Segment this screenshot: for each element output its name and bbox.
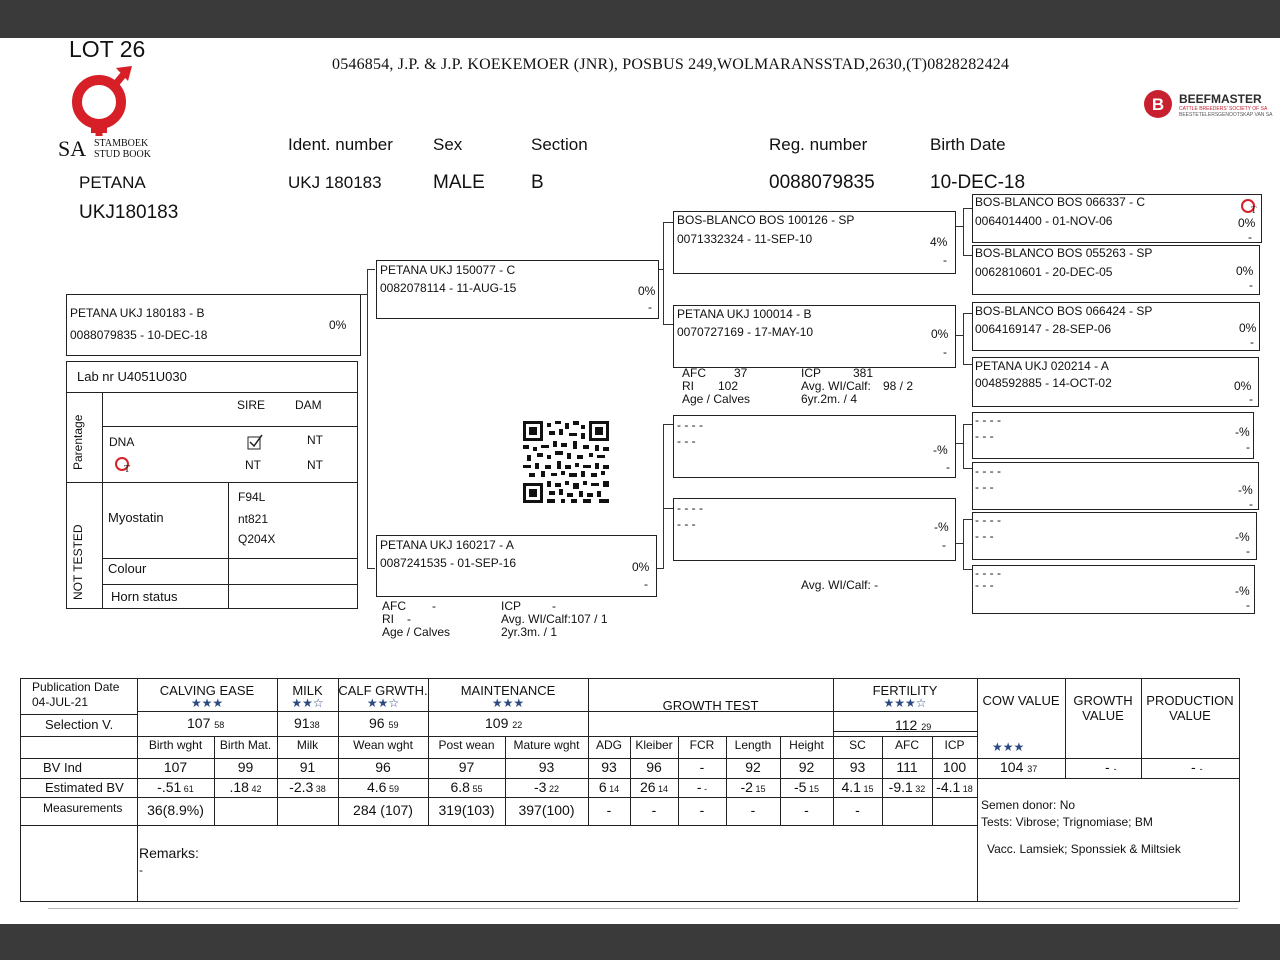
stat-label: AFC xyxy=(682,366,706,380)
pedigree-sire xyxy=(376,260,659,319)
pedigree-sire-sire xyxy=(673,211,956,274)
pedigree-reg: 0048592885 - 14-OCT-02 xyxy=(975,376,1112,390)
bv-cell: 93 xyxy=(849,759,866,775)
publication-date: 04-JUL-21 xyxy=(32,695,89,709)
pedigree-pct: -% xyxy=(1235,584,1250,598)
measurement-cell: - xyxy=(855,802,860,818)
ident-header: Ident. number xyxy=(288,135,393,154)
pedigree-reg: 0064014400 - 01-NOV-06 xyxy=(975,214,1113,228)
maintenance-sel: 109 22 xyxy=(485,715,523,731)
pedigree-dash: - xyxy=(1246,544,1250,558)
remarks-value: - xyxy=(139,863,143,877)
stat-label: Age / Calves xyxy=(682,392,751,406)
trait-header: SC xyxy=(849,738,866,752)
pedigree-pct: 0% xyxy=(931,327,949,341)
pedigree-dash: - xyxy=(648,300,652,314)
ebv-cell: 26 14 xyxy=(639,779,669,795)
fertility-sel: 112 29 xyxy=(895,717,932,733)
pedigree-dash: - xyxy=(943,253,947,267)
pedigree-ssd xyxy=(972,245,1260,295)
trait-header: Mature wght xyxy=(513,738,580,752)
pedigree-sdd xyxy=(972,357,1259,407)
pedigree-dash: - xyxy=(1249,278,1253,292)
pedigree-sds xyxy=(972,302,1260,351)
tests-info: Tests: Vibrose; Trignomiase; BM xyxy=(981,815,1153,829)
birth-value: 10-DEC-18 xyxy=(930,172,1026,193)
reg-header: Reg. number xyxy=(769,135,868,154)
pedigree-name: - - - - xyxy=(975,464,1001,478)
gt-test-icon xyxy=(1239,196,1259,216)
pedigree-pct: -% xyxy=(1235,530,1250,544)
trait-header: Post wean xyxy=(438,738,495,752)
logo-sa-text: SA xyxy=(58,136,87,161)
stat-value: 381 xyxy=(853,366,874,380)
ebv-cell: 4.1 15 xyxy=(841,779,874,795)
qr-code-icon xyxy=(523,421,609,503)
trait-header: Milk xyxy=(296,738,319,752)
pedigree-sss xyxy=(972,194,1262,243)
stat-value: - xyxy=(432,599,436,613)
pedigree-self xyxy=(66,294,361,356)
ebv-cell: -5 15 xyxy=(794,779,819,795)
parentage-label: Parentage xyxy=(71,414,85,470)
pedigree-dash: - xyxy=(644,577,648,591)
pedigree-reg: - - - xyxy=(975,429,994,443)
trait-header: Height xyxy=(789,738,824,752)
trait-header: Length xyxy=(734,738,772,752)
pedigree-name: - - - - xyxy=(975,566,1001,580)
pedigree-pct: 0% xyxy=(638,284,656,298)
pedigree-name: PETANA UKJ 150077 - C xyxy=(380,263,516,277)
measurement-cell: - xyxy=(699,802,705,818)
bv-cell: - xyxy=(699,759,705,775)
growth-value-bv: - - xyxy=(1105,759,1117,775)
pedigree-pct: 0% xyxy=(329,318,347,332)
ebv-cell: 4.6 59 xyxy=(367,779,399,795)
stat-label: Age / Calves xyxy=(382,625,451,639)
pedigree-pct: 0% xyxy=(632,560,650,574)
bv-cell: 97 xyxy=(458,759,475,775)
stat-label: AFC xyxy=(382,599,406,613)
beefmaster-name: BEEFMASTER xyxy=(1179,92,1262,106)
ebv-cell: -9.1 32 xyxy=(888,779,926,795)
pedigree-name: BOS-BLANCO BOS 066337 - C xyxy=(975,195,1146,209)
calf-sel: 96 59 xyxy=(369,715,399,731)
pedigree-dash: - xyxy=(1250,335,1254,349)
stat-value: 102 xyxy=(718,379,739,393)
bv-cell: 96 xyxy=(375,759,391,775)
pedigree-sire-dam xyxy=(673,305,956,368)
pedigree-pct: 4% xyxy=(930,235,948,249)
calf-stars: ★★☆ xyxy=(366,696,400,710)
bv-cell: 92 xyxy=(798,759,815,775)
pedigree-dam xyxy=(376,535,657,597)
pedigree-pct: -% xyxy=(934,520,949,534)
pedigree-reg: 0064169147 - 28-SEP-06 xyxy=(975,322,1112,336)
myostatin-label: Myostatin xyxy=(108,510,164,525)
dna-label: DNA xyxy=(109,435,135,449)
production-value-bv: - - xyxy=(1191,759,1203,775)
pedigree-dss xyxy=(972,412,1254,459)
bv-cell: 92 xyxy=(745,759,761,775)
myostatin-f94l: F94L xyxy=(238,490,266,504)
animal-id: UKJ180183 xyxy=(79,202,179,223)
pedigree-dash: - xyxy=(1248,230,1252,244)
lot-number: LOT 26 xyxy=(69,36,146,62)
sire-col-header: SIRE xyxy=(237,398,266,412)
pedigree-dam-sire xyxy=(673,415,956,478)
pedigree-reg: 0082078114 - 11-AUG-15 xyxy=(380,281,517,295)
stat-value: 2yr.3m. / 1 xyxy=(501,625,558,639)
performance-table xyxy=(20,678,1240,902)
beefmaster-b-icon xyxy=(1143,89,1173,119)
ebv-cell: -3 22 xyxy=(534,779,559,795)
pedigree-dash: - xyxy=(946,460,950,474)
calving-ease-header: CALVING EASE xyxy=(159,683,255,698)
bv-cell: 93 xyxy=(538,759,555,775)
pedigree-name: PETANA UKJ 160217 - A xyxy=(380,538,514,552)
pedigree-dash: - xyxy=(1246,440,1250,454)
measurement-cell: 284 (107) xyxy=(353,802,413,818)
pedigree-name: - - - - xyxy=(677,501,703,515)
gt-test-icon xyxy=(113,453,135,475)
ident-value: UKJ 180183 xyxy=(288,173,382,192)
pedigree-name: - - - - xyxy=(677,418,703,432)
measurement-cell: - xyxy=(606,802,612,818)
logo-studbook-text: STUD BOOK xyxy=(94,149,151,160)
reg-value: 0088079835 xyxy=(769,172,875,193)
pedigree-name: - - - - xyxy=(975,513,1001,527)
owner-line: 0546854, J.P. & J.P. KOEKEMOER (JNR), POSBUS 249,WOLMARANSSTAD,2630,(T)0828282424 xyxy=(332,56,1010,73)
pedigree-reg: - - - xyxy=(677,517,696,531)
measurements-label: Measurements xyxy=(43,801,123,815)
pedigree-dash: - xyxy=(943,345,947,359)
pedigree-reg: 0070727169 - 17-MAY-10 xyxy=(677,325,814,339)
pedigree-reg: - - - xyxy=(677,434,696,448)
pedigree-reg: - - - xyxy=(975,529,994,543)
pedigree-dash: - xyxy=(1249,392,1253,406)
beefmaster-logo xyxy=(1143,89,1273,121)
sa-studbook-logo xyxy=(58,64,168,164)
maintenance-header: MAINTENANCE xyxy=(460,683,556,698)
milk-header: MILK xyxy=(292,683,323,698)
stat-label: RI xyxy=(382,612,394,626)
stat-label: ICP xyxy=(801,366,822,380)
pedigree-pct: 0% xyxy=(1239,321,1257,335)
stat-value: - xyxy=(407,612,411,626)
dna-dam-value: NT xyxy=(307,433,323,447)
horn-status-label: Horn status xyxy=(111,589,178,604)
myostatin-q204x: Q204X xyxy=(238,532,276,546)
trait-header: Kleiber xyxy=(635,738,673,752)
pedigree-dam-dam xyxy=(673,498,956,561)
cow-value-bv: 104 37 xyxy=(1000,759,1038,775)
growth-test-header: GROWTH TEST xyxy=(662,698,759,713)
bv-cell: 93 xyxy=(601,759,617,775)
pedigree-ddd xyxy=(972,565,1255,614)
measurement-cell: 36(8.9%) xyxy=(147,802,204,818)
gt-sire-value: NT xyxy=(245,458,261,472)
stat-value: 98 / 2 xyxy=(883,379,914,393)
pedigree-reg: 0062810601 - 20-DEC-05 xyxy=(975,265,1113,279)
animal-name: PETANA xyxy=(79,173,146,192)
dam-col-header: DAM xyxy=(295,398,322,412)
remarks-label: Remarks: xyxy=(139,845,199,861)
cow-value-header: COW VALUE xyxy=(982,693,1060,708)
estimated-bv-label: Estimated BV xyxy=(45,780,124,795)
ebv-cell: -.51 61 xyxy=(157,779,194,795)
pedigree-name: PETANA UKJ 100014 - B xyxy=(677,307,812,321)
pedigree-reg: - - - xyxy=(975,480,994,494)
stat-value: 6yr.2m. / 4 xyxy=(801,392,858,406)
trait-header: Birth wght xyxy=(148,738,203,752)
dam-dam-wi: Avg. WI/Calf: - xyxy=(801,578,879,592)
pedigree-name: - - - - xyxy=(975,413,1001,427)
pedigree-name: BOS-BLANCO BOS 100126 - SP xyxy=(677,213,855,227)
pedigree-pct: 0% xyxy=(1234,379,1252,393)
measurement-cell: - xyxy=(651,802,657,818)
pedigree-reg: - - - xyxy=(975,578,994,592)
calf-growth-header: CALF GRWTH. xyxy=(338,683,428,698)
logo-stamboek-text: STAMBOEK xyxy=(94,138,149,149)
pedigree-dash: - xyxy=(1249,497,1253,511)
growth-value-header: GROWTH VALUE xyxy=(1073,693,1133,723)
gt-dam-value: NT xyxy=(307,458,323,472)
fertility-stars: ★★★☆ xyxy=(883,696,927,710)
trait-header: ICP xyxy=(944,738,965,752)
ebv-cell: -2.3 38 xyxy=(289,779,326,795)
milk-sel: 9138 xyxy=(294,715,320,731)
pedigree-name: PETANA UKJ 020214 - A xyxy=(975,359,1109,373)
stat-value: - xyxy=(552,599,556,613)
selection-label: Selection V. xyxy=(45,717,114,732)
pedigree-dds xyxy=(972,512,1257,560)
stat-label: RI xyxy=(682,379,694,393)
calving-sel: 107 58 xyxy=(187,715,225,731)
maintenance-stars: ★★★ xyxy=(491,696,525,710)
measurement-cell: 397(100) xyxy=(518,802,575,818)
stat-label: Avg. WI/Calf: xyxy=(801,379,871,393)
trait-header: FCR xyxy=(689,738,715,752)
pedigree-dsd xyxy=(972,462,1259,510)
ebv-cell: 6.8 55 xyxy=(450,779,483,795)
beefmaster-sub2: BEESTETELERSGENOOTSKAP VAN SA xyxy=(1179,112,1273,118)
svg-text:B: B xyxy=(1151,95,1165,114)
stat-value: Avg. WI/Calf:107 / 1 xyxy=(501,612,608,626)
calving-stars: ★★★ xyxy=(190,696,224,710)
pedigree-name: PETANA UKJ 180183 - B xyxy=(70,306,205,320)
pedigree-reg: 0087241535 - 01-SEP-16 xyxy=(380,556,517,570)
production-value-header: PRODUCTION VALUE xyxy=(1146,693,1234,723)
bv-cell: 99 xyxy=(237,759,254,775)
trait-header: Wean wght xyxy=(353,738,413,752)
trait-header: Birth Mat. xyxy=(219,738,272,752)
ebv-cell: -4.1 18 xyxy=(936,779,973,795)
pedigree-pct: -% xyxy=(933,443,948,457)
trait-header: ADG xyxy=(595,738,622,752)
bv-cell: 91 xyxy=(299,759,316,775)
stud-symbol-icon xyxy=(58,64,168,139)
sex-value: MALE xyxy=(433,172,485,193)
ebv-cell: - - xyxy=(696,779,708,795)
pedigree-dash: - xyxy=(942,538,946,552)
pedigree-pct: -% xyxy=(1235,425,1250,439)
ebv-cell: 6 14 xyxy=(598,779,620,795)
vaccination-info: Vacc. Lamsiek; Sponssiek & Miltsiek xyxy=(987,842,1181,856)
bv-index-label: BV Ind xyxy=(43,760,83,775)
cow-stars: ★★★ xyxy=(992,740,1025,754)
pedigree-dash: - xyxy=(1246,598,1250,612)
myostatin-nt821: nt821 xyxy=(238,512,269,526)
measurement-cell: - xyxy=(750,802,756,818)
bv-cell: 111 xyxy=(896,759,918,775)
ebv-cell: .18 42 xyxy=(229,779,262,795)
not-tested-label: NOT TESTED xyxy=(71,524,85,600)
bv-cell: 96 xyxy=(646,759,662,775)
sex-header: Sex xyxy=(433,135,463,154)
footer-rule xyxy=(48,908,1238,909)
pedigree-pct: -% xyxy=(1238,483,1253,497)
lab-number: Lab nr U4051U030 xyxy=(77,369,187,384)
pedigree-reg: 0088079835 - 10-DEC-18 xyxy=(70,328,208,342)
section-value: B xyxy=(531,172,544,193)
bv-cell: 100 xyxy=(942,759,967,775)
bv-cell: 107 xyxy=(163,759,188,775)
birth-header: Birth Date xyxy=(930,135,1006,154)
publication-date-label: Publication Date xyxy=(32,680,120,694)
section-header: Section xyxy=(531,135,588,154)
measurement-cell: 319(103) xyxy=(438,802,495,818)
colour-label: Colour xyxy=(108,561,147,576)
beefmaster-sub: CATTLE BREEDERS' SOCIETY OF SA xyxy=(1179,106,1268,112)
pedigree-pct: 0% xyxy=(1236,264,1254,278)
semen-donor: Semen donor: No xyxy=(981,798,1076,812)
lab-results-box xyxy=(66,361,358,609)
stat-value: 37 xyxy=(734,366,748,380)
certificate-page xyxy=(0,38,1280,924)
measurement-cell: - xyxy=(804,802,809,818)
trait-header: AFC xyxy=(895,738,919,752)
svg-text:T: T xyxy=(1251,205,1257,215)
fertility-header: FERTILITY xyxy=(872,683,938,698)
pedigree-name: BOS-BLANCO BOS 066424 - SP xyxy=(975,304,1153,318)
stat-label: ICP xyxy=(501,599,522,613)
pedigree-pct: 0% xyxy=(1238,216,1256,230)
checkbox-checked-icon xyxy=(247,434,263,450)
pedigree-reg: 0071332324 - 11-SEP-10 xyxy=(677,232,813,246)
ebv-cell: -2 15 xyxy=(740,779,766,795)
milk-stars: ★★☆ xyxy=(291,696,324,710)
svg-text:T: T xyxy=(124,464,131,475)
pedigree-name: BOS-BLANCO BOS 055263 - SP xyxy=(975,246,1153,260)
